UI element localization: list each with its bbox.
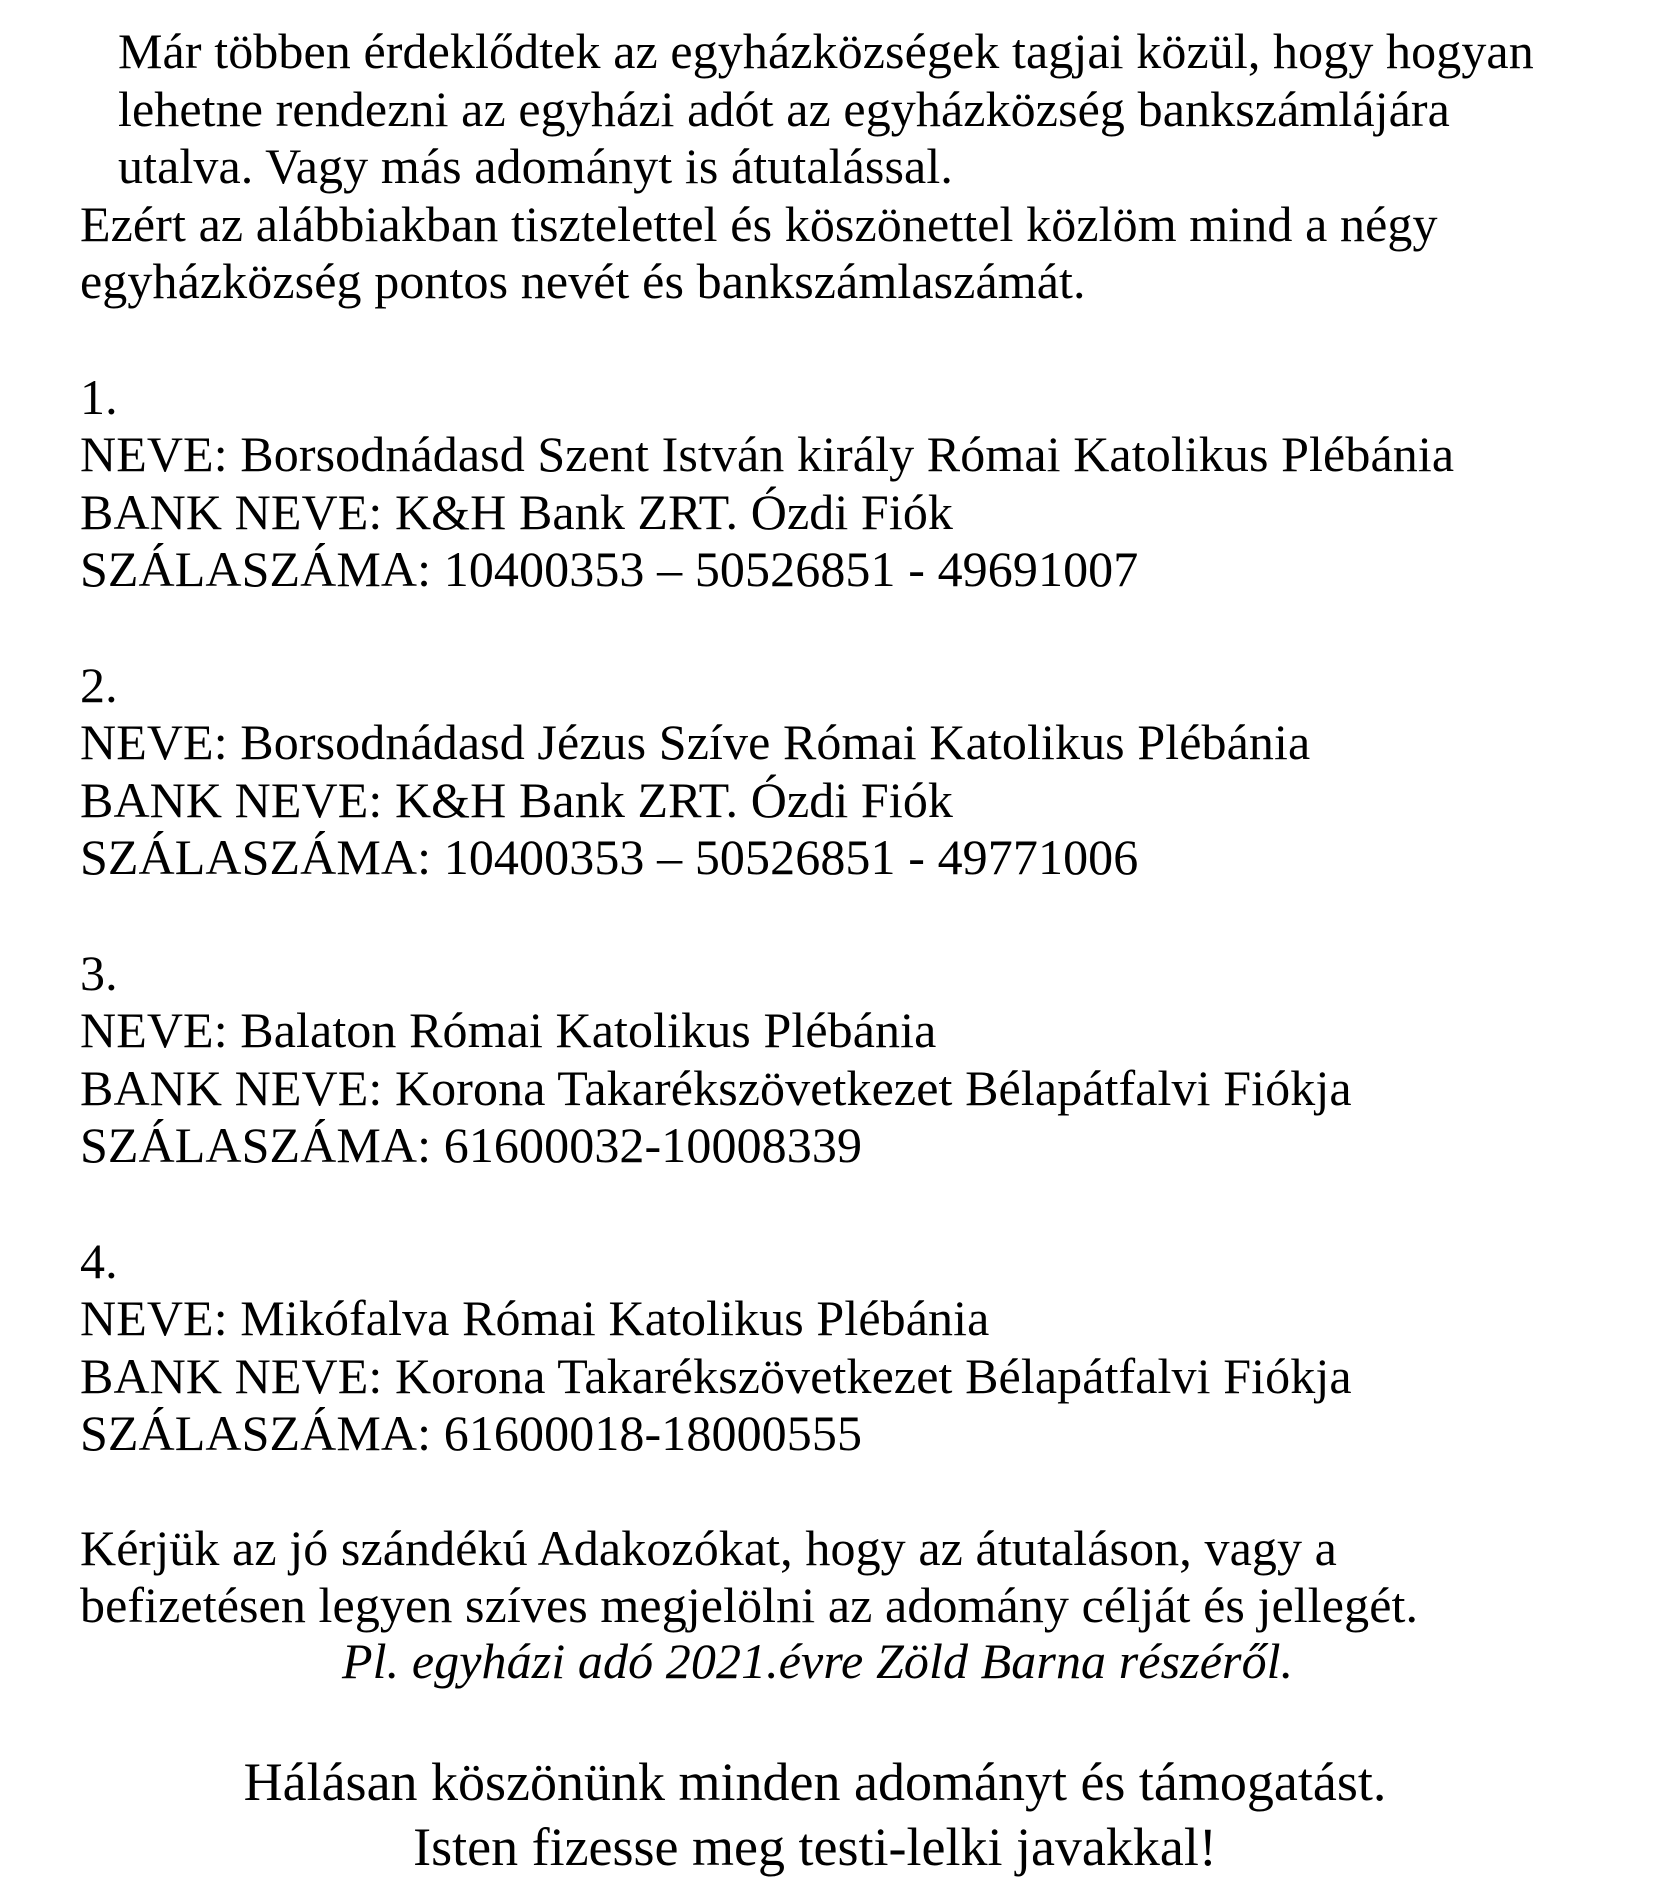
example-note: Pl. egyházi adó 2021.évre Zöld Barna részéről. [342, 1633, 1294, 1689]
request-line: befizetésen legyen szíves megjelölni az adomány célját és jellegét. [80, 1577, 1419, 1633]
bank-name: BANK NEVE: Korona Takarékszövetkezet Bélapátfalvi Fiókja [80, 1348, 1352, 1404]
intro-line: Már többen érdeklődtek az egyházközségek tagjai közül, hogy hogyan [118, 23, 1534, 79]
intro-line: Ezért az alábbiakban tisztelettel és köszönettel közlöm mind a négy [80, 196, 1438, 252]
thanks-line: Hálásan köszönünk minden adományt és támogatást. [243, 1752, 1387, 1812]
request-line: Kérjük az jó szándékú Adakozókat, hogy az átutaláson, vagy a [80, 1520, 1337, 1576]
account-number: SZÁLASZÁMA: 10400353 – 50526851 - 49771006 [80, 829, 1139, 885]
parish-name: NEVE: Borsodnádasd Jézus Szíve Római Katolikus Plébánia [80, 714, 1311, 770]
intro-line: utalva. Vagy más adományt is átutalással. [118, 138, 953, 194]
parish-name: NEVE: Mikófalva Római Katolikus Plébánia [80, 1290, 990, 1346]
bank-name: BANK NEVE: Korona Takarékszövetkezet Bélapátfalvi Fiókja [80, 1060, 1352, 1116]
account-number: SZÁLASZÁMA: 61600032-10008339 [80, 1117, 863, 1173]
blessing-line: Isten fizesse meg testi-lelki javakkal! [413, 1817, 1217, 1877]
parish-number: 4. [80, 1233, 118, 1289]
intro-line: egyházközség pontos nevét és bankszámlaszámát. [80, 253, 1086, 309]
account-number: SZÁLASZÁMA: 61600018-18000555 [80, 1405, 863, 1461]
parish-number: 1. [80, 369, 118, 425]
intro-line: lehetne rendezni az egyházi adót az egyházközség bankszámlájára [118, 81, 1450, 137]
parish-name: NEVE: Borsodnádasd Szent István király Római Katolikus Plébánia [80, 426, 1455, 482]
bank-name: BANK NEVE: K&H Bank ZRT. Ózdi Fiók [80, 772, 954, 828]
account-number: SZÁLASZÁMA: 10400353 – 50526851 - 49691007 [80, 541, 1139, 597]
parish-number: 2. [80, 657, 118, 713]
bank-name: BANK NEVE: K&H Bank ZRT. Ózdi Fiók [80, 484, 954, 540]
parish-number: 3. [80, 945, 118, 1001]
parish-name: NEVE: Balaton Római Katolikus Plébánia [80, 1002, 937, 1058]
